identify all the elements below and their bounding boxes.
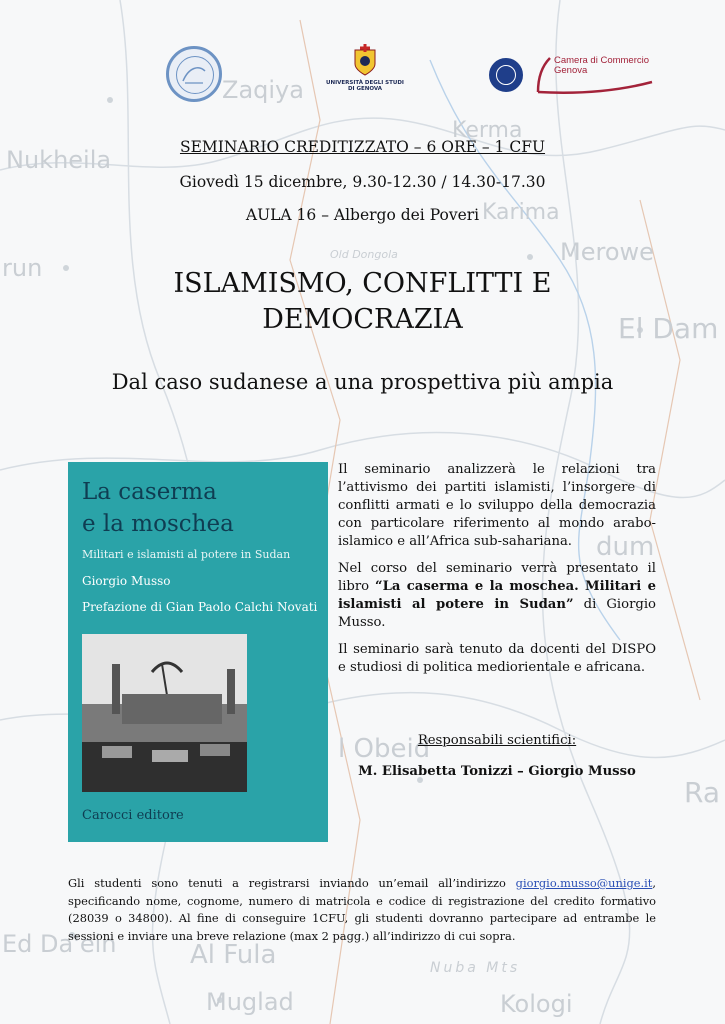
map-label-kerma: Kerma — [452, 118, 523, 143]
book-title-line1: La caserma — [82, 479, 217, 505]
unige-name-line2: DI GENOVA — [347, 86, 383, 92]
seminar-description — [338, 461, 656, 686]
book-title — [82, 476, 234, 540]
map-label-run: run — [2, 254, 43, 282]
subtitle: Dal caso sudanese a una prospettiva più ampia — [111, 370, 614, 394]
seminar-location: AULA 16 – Albergo dei Poveri — [245, 206, 480, 224]
description-book-reference: “La caserma e la moschea. Militari e islamisti al potere in Sudan” — [338, 579, 656, 612]
description-p2-after: di Giorgio Musso. — [338, 597, 656, 630]
map-label-karima: Karima — [482, 200, 560, 225]
main-title-line1: ISLAMISMO, CONFLITTI E — [173, 268, 552, 299]
map-label-el-obeid: l Obeid — [338, 734, 431, 764]
seminar-heading: SEMINARIO CREDITIZZATO – 6 ORE – 1 CFU — [179, 138, 546, 156]
map-label-nuba: Nuba Mts — [430, 960, 521, 976]
footer-text-before: Gli studenti sono tenuti a registrarsi inviando un’email all’indirizzo — [68, 876, 516, 890]
main-title-line2: DEMOCRAZIA — [262, 304, 463, 335]
map-label-merowe: Merowe — [560, 238, 654, 266]
map-label-ed-dalein: Ed Da'ein — [2, 930, 117, 958]
registration-note — [68, 875, 656, 945]
book-cover-photo — [82, 634, 247, 792]
camera-name-line1: Camera di Commercio — [554, 55, 650, 66]
book-publisher: Carocci editore — [82, 808, 184, 823]
map-label-ra: Ra — [684, 776, 720, 809]
book-title-line2: e la moschea — [82, 511, 234, 537]
book-subtitle: Militari e islamisti al potere in Sudan — [82, 548, 291, 561]
description-paragraph-3: Il seminario sarà tenuto da docenti del DISPO e studiosi di politica mediorientale e africana. — [338, 642, 656, 675]
camera-commercio-logo — [534, 52, 656, 96]
description-paragraph-1: Il seminario analizzerà le relazioni tra l’attivismo dei partiti islamisti, l’insorgere di conflitti armati e lo sviluppo della democrazia con particolare riferimento al mondo arabo-islamico e all’Africa sub-sahariana. — [338, 462, 656, 549]
map-label-zaqiya: Zaqiya — [222, 76, 304, 104]
department-logo — [489, 58, 523, 92]
dispo-seal-logo — [166, 46, 222, 102]
book-cover — [68, 462, 328, 842]
map-label-old-dongola: Old Dongola — [330, 248, 398, 261]
unige-logo — [320, 44, 410, 100]
description-p2-before: Nel corso del seminario verrà presentato il libro — [338, 561, 656, 594]
footer-text-after: , specificando nome, cognome, numero di matricola e codice di registrazione del credito formativo (28039 o 34800). Al fine di conseguire 1CFU, gli studenti dovranno partecipare ad entrambe le sessioni e inviare una breve relazione (max 2 pagg.) all’indirizzo di cui sopra. — [68, 876, 656, 943]
responsabili-names: M. Elisabetta Tonizzi – Giorgio Musso — [358, 764, 636, 779]
map-label-el-dam: El Dam — [618, 312, 719, 345]
contact-email-link[interactable]: giorgio.musso@unige.it — [515, 876, 653, 890]
camera-name-line2: Genova — [554, 65, 588, 76]
main-title — [0, 266, 725, 338]
unige-shield-icon — [353, 44, 377, 76]
seminar-date: Giovedì 15 dicembre, 9.30-12.30 / 14.30-17.30 — [179, 173, 546, 191]
book-preface: Prefazione di Gian Paolo Calchi Novati — [82, 600, 318, 614]
map-label-kologi: Kologi — [500, 990, 573, 1018]
map-label-nukheila: Nukheila — [6, 146, 112, 174]
map-label-al-fula: Al Fula — [190, 940, 277, 970]
responsabili-label: Responsabili scientifici: — [417, 733, 577, 748]
map-label-muglad: Muglad — [206, 988, 294, 1016]
map-label-omdurman: dum — [596, 532, 655, 562]
description-paragraph-2 — [338, 560, 656, 632]
unige-name-line1: UNIVERSITÀ DEGLI STUDI — [326, 80, 404, 86]
book-author: Giorgio Musso — [82, 574, 171, 588]
